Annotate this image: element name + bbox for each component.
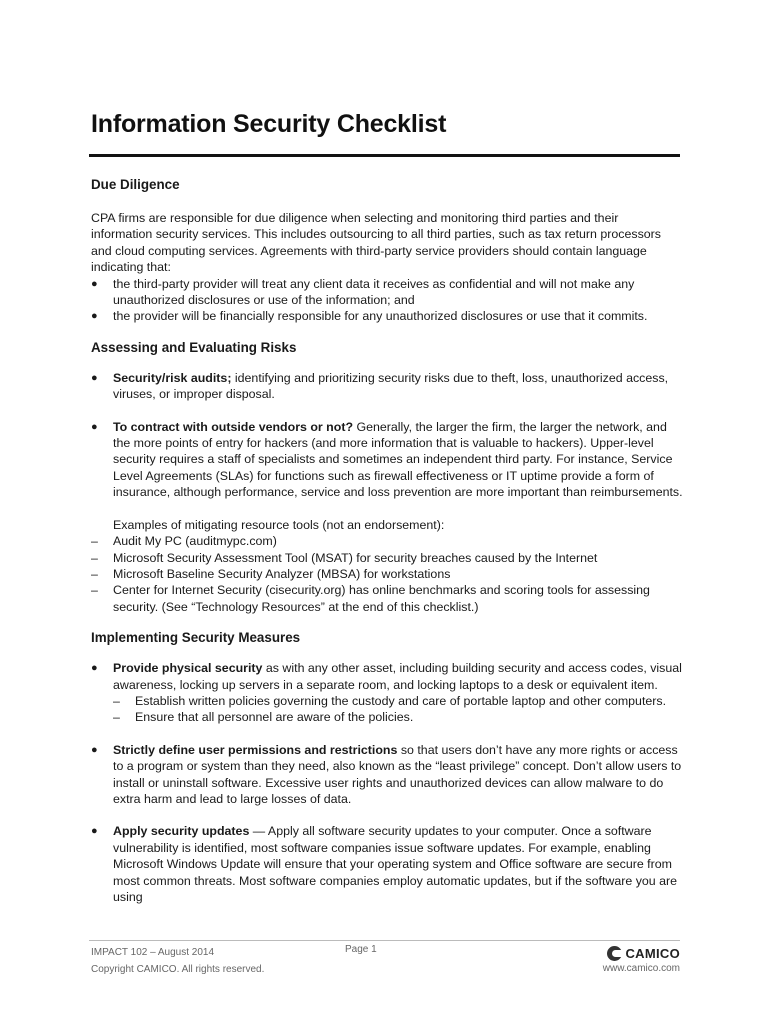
bullet-icon: ● bbox=[91, 743, 98, 756]
section-heading-assessing: Assessing and Evaluating Risks bbox=[91, 339, 297, 355]
assessing-list-2 bbox=[91, 419, 683, 501]
dash-icon: – bbox=[91, 550, 98, 565]
bullet-icon: ● bbox=[91, 420, 98, 433]
dash-icon: – bbox=[91, 566, 98, 581]
list-item: – Establish written policies governing the custody and care of portable laptop and other computers. bbox=[113, 693, 667, 708]
list-item: ● Strictly define user permissions and restrictions so that users don’t have any more rights or access to a program or system than they need, also known as the “least privilege” concept. Don’t allow users to install or uninstall software. Excessive user rights and unauthorized devices can allow malware to do extra harm and lead to large losses of data. bbox=[91, 742, 682, 806]
footer-left bbox=[91, 944, 264, 978]
page-number: Page 1 bbox=[345, 944, 377, 955]
list-item: – Microsoft Security Assessment Tool (MSAT) for security breaches caused by the Internet bbox=[91, 550, 598, 565]
dash-icon: – bbox=[113, 693, 120, 708]
logo-text: CAMICO bbox=[625, 945, 680, 961]
physical-security-sublist bbox=[113, 693, 683, 726]
dash-icon: – bbox=[91, 583, 98, 598]
list-item: ● Provide physical security as with any other asset, including building security and access codes, visual awareness, locking up servers in a separate room, and locking laptops to a desk or equivalent item. – Establish written policies governing the custody and care of portable laptop and other computers. – Ensure that all personnel are aware of the policies. bbox=[91, 661, 682, 725]
document-body bbox=[91, 176, 683, 905]
page-footer bbox=[89, 940, 680, 975]
dash-icon: – bbox=[91, 534, 98, 549]
list-item: ● the provider will be financially responsible for any unauthorized disclosures or use that it commits. bbox=[91, 309, 648, 324]
list-item: – Microsoft Baseline Security Analyzer (MBSA) for workstations bbox=[91, 566, 451, 581]
list-item: – Ensure that all personnel are aware of the policies. bbox=[113, 710, 414, 725]
due-diligence-intro: CPA firms are responsible for due diligence when selecting and monitoring third parties and their information security services. This includes outsourcing to all third parties, such as tax return processors and cloud computing services. Agreements with third-party service providers should contain language indicating that: bbox=[91, 211, 661, 275]
bullet-icon: ● bbox=[91, 662, 98, 675]
list-item: ● To contract with outside vendors or not? Generally, the larger the firm, the larger the network, and the more points of entry for hackers (and more information that is valuable to hackers). Upper-level security requires a staff of specialists and sometimes an independent third party. For instance, Service Level Agreements (SLAs) for functions such as firewall effectiveness or IT uptime provide a form of insurance, although performance, service and loss prevention are more important than reimbursements. bbox=[91, 419, 683, 500]
list-item: ● the third-party provider will treat any client data it receives as confidential and will not make any unauthorized disclosures or use of the information; and bbox=[91, 276, 635, 308]
list-item: – Center for Internet Security (cisecurity.org) has online benchmarks and scoring tools for assessing security. (See “Technology Resources” at the end of this checklist.) bbox=[91, 583, 650, 614]
examples-intro: Examples of mitigating resource tools (not an endorsement): bbox=[113, 517, 445, 532]
page-title: Information Security Checklist bbox=[91, 110, 447, 138]
list-item: ● Security/risk audits; identifying and prioritizing security risks due to theft, loss, unauthorized access, viruses, or improper disposal. bbox=[91, 370, 669, 402]
footer-copyright: Copyright CAMICO. All rights reserved. bbox=[91, 964, 265, 975]
camico-logo bbox=[603, 944, 680, 962]
title-divider bbox=[89, 154, 680, 157]
section-heading-due-diligence: Due Diligence bbox=[91, 177, 180, 192]
assessing-list bbox=[91, 370, 683, 403]
examples-list bbox=[91, 533, 683, 615]
bullet-icon: ● bbox=[91, 371, 98, 384]
camico-logo-icon bbox=[607, 946, 622, 961]
website-link[interactable]: www.camico.com bbox=[602, 963, 680, 974]
footer-impact: IMPACT 102 – August 2014 bbox=[91, 947, 215, 958]
dash-icon: – bbox=[113, 710, 120, 725]
bullet-icon: ● bbox=[91, 825, 98, 838]
implementing-list-3 bbox=[91, 823, 683, 905]
bullet-icon: ● bbox=[91, 310, 98, 323]
implementing-list-2 bbox=[91, 742, 683, 808]
footer-right bbox=[603, 944, 680, 974]
bullet-icon: ● bbox=[91, 277, 98, 290]
due-diligence-list bbox=[91, 276, 683, 325]
list-item: – Audit My PC (auditmypc.com) bbox=[91, 534, 277, 549]
implementing-list bbox=[91, 660, 683, 726]
section-heading-implementing: Implementing Security Measures bbox=[91, 630, 301, 646]
list-item: ● Apply security updates — Apply all software security updates to your computer. Once a software vulnerability is identified, most software companies issue software updates. For example, enabling Microsoft Windows Update will ensure that your operating system and Office software are secure from most common threats. Most software companies employ automatic updates, but if the software you are using bbox=[91, 824, 678, 904]
